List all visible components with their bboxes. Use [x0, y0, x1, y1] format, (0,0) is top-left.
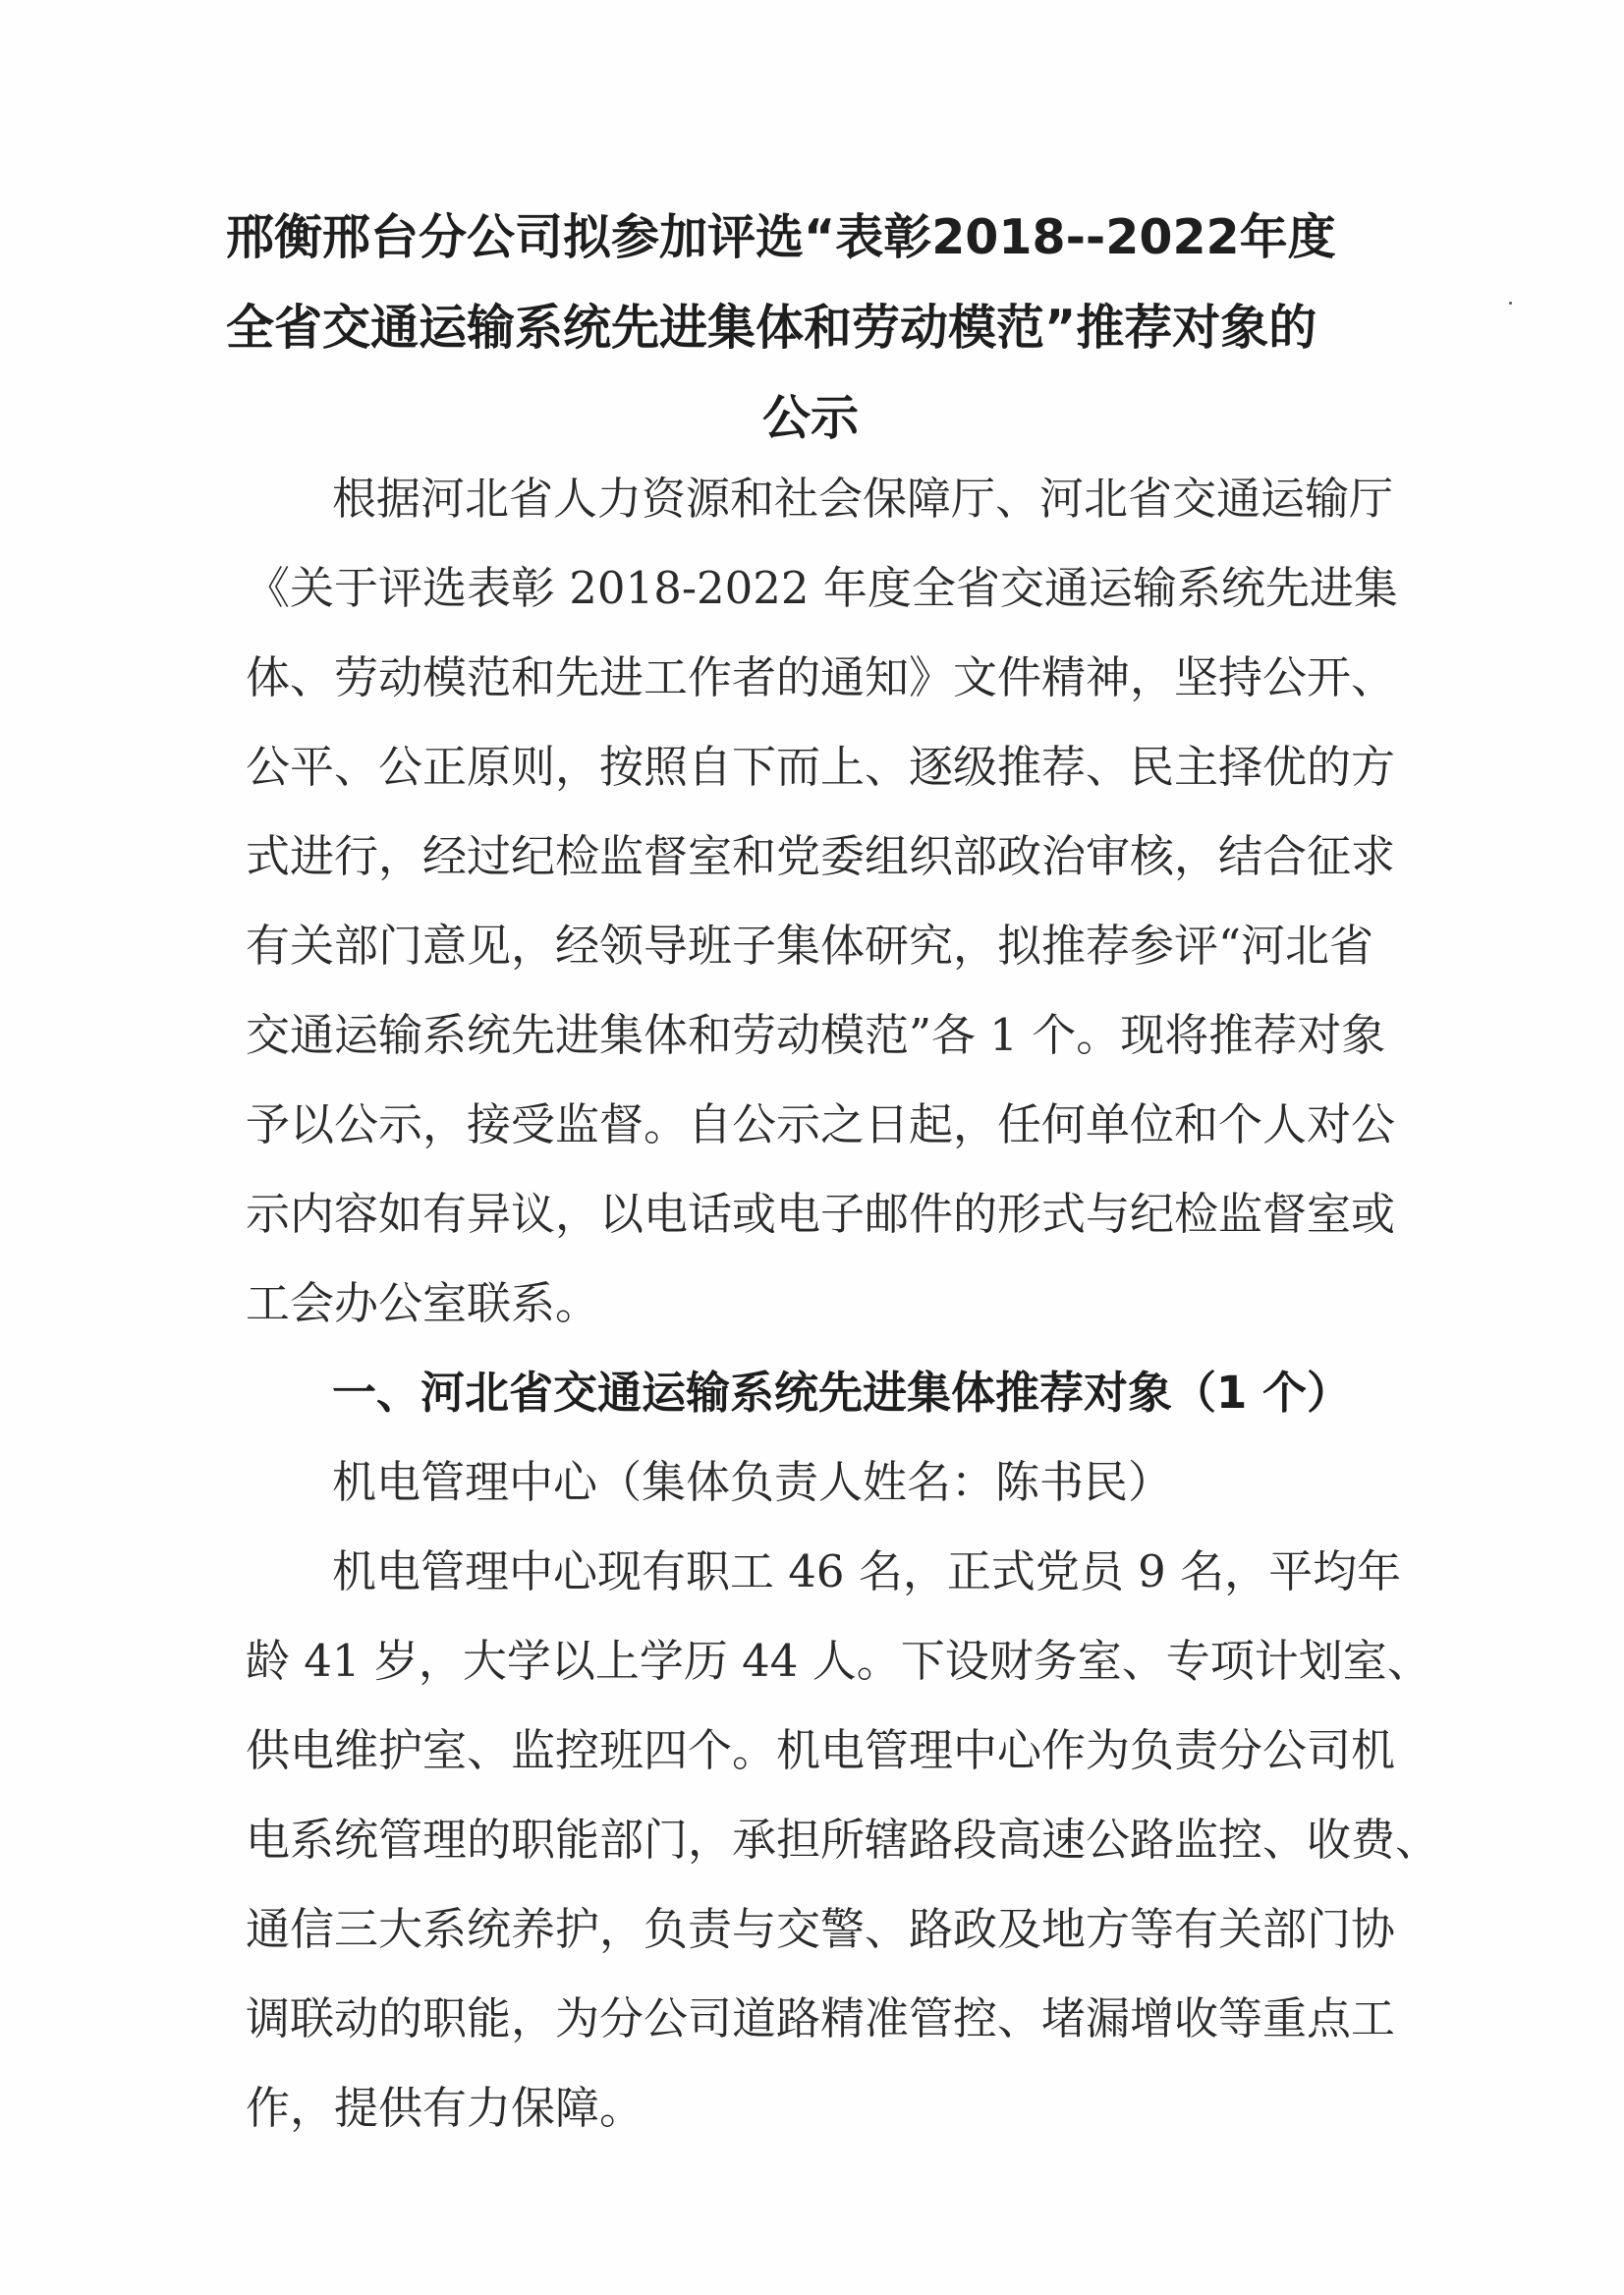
- paragraph-2-line: 通信三大系统养护，负责与交警、路政及地方等有关部门协: [246, 1903, 1396, 1955]
- paragraph-2-line: 机电管理中心现有职工 46 名，正式党员 9 名，平均年: [332, 1545, 1402, 1597]
- paragraph-1-line: 予以公示，接受监督。自公示之日起，任何单位和个人对公: [246, 1098, 1396, 1150]
- paragraph-1-line: 《关于评选表彰 2018-2022 年度全省交通运输系统先进集: [246, 562, 1398, 614]
- title-line-2: 全省交通运输系统先进集体和劳动模范”推荐对象的: [226, 300, 1317, 356]
- paragraph-1-line: 式进行，经过纪检监督室和党委组织部政治审核，结合征求: [246, 830, 1396, 882]
- section-1-heading: 一、河北省交通运输系统先进集体推荐对象（1 个）: [332, 1367, 1351, 1419]
- paragraph-1-line: 工会办公室联系。: [246, 1277, 600, 1329]
- document-title: [226, 193, 1395, 464]
- paragraph-1-line: 公平、公正原则，按照自下而上、逐级推荐、民主择优的方: [246, 741, 1396, 793]
- nominee-line: 机电管理中心（集体负责人姓名：陈书民）: [332, 1456, 1173, 1508]
- title-line-3: 公示: [761, 390, 859, 446]
- scan-speck: [1509, 302, 1512, 305]
- paragraph-1-line: 体、劳动模范和先进工作者的通知》文件精神，坚持公开、: [246, 651, 1396, 703]
- paragraph-1-line: 有关部门意见，经领导班子集体研究，拟推荐参评“河北省: [246, 920, 1374, 972]
- paragraph-2-line: 供电维护室、监控班四个。机电管理中心作为负责分公司机: [246, 1724, 1396, 1776]
- paragraph-2-line: 作，提供有力保障。: [246, 2082, 644, 2134]
- paragraph-2-line: 龄 41 岁，大学以上学历 44 人。下设财务室、专项计划室、: [246, 1635, 1431, 1687]
- paragraph-2-line: 调联动的职能，为分公司道路精准管控、堵漏增收等重点工: [246, 1992, 1396, 2044]
- paragraph-1-line: 示内容如有异议，以电话或电子邮件的形式与纪检监督室或: [246, 1188, 1396, 1240]
- paragraph-1-line: 根据河北省人力资源和社会保障厅、河北省交通运输厅: [332, 473, 1394, 525]
- title-line-1: 邢衡邢台分公司拟参加评选“表彰2018--2022年度: [226, 209, 1336, 265]
- document-body: [246, 454, 1440, 2153]
- paragraph-2-line: 电系统管理的职能部门，承担所辖路段高速公路监控、收费、: [246, 1814, 1440, 1866]
- paragraph-1-line: 交通运输系统先进集体和劳动模范”各 1 个。现将推荐对象: [246, 1009, 1386, 1061]
